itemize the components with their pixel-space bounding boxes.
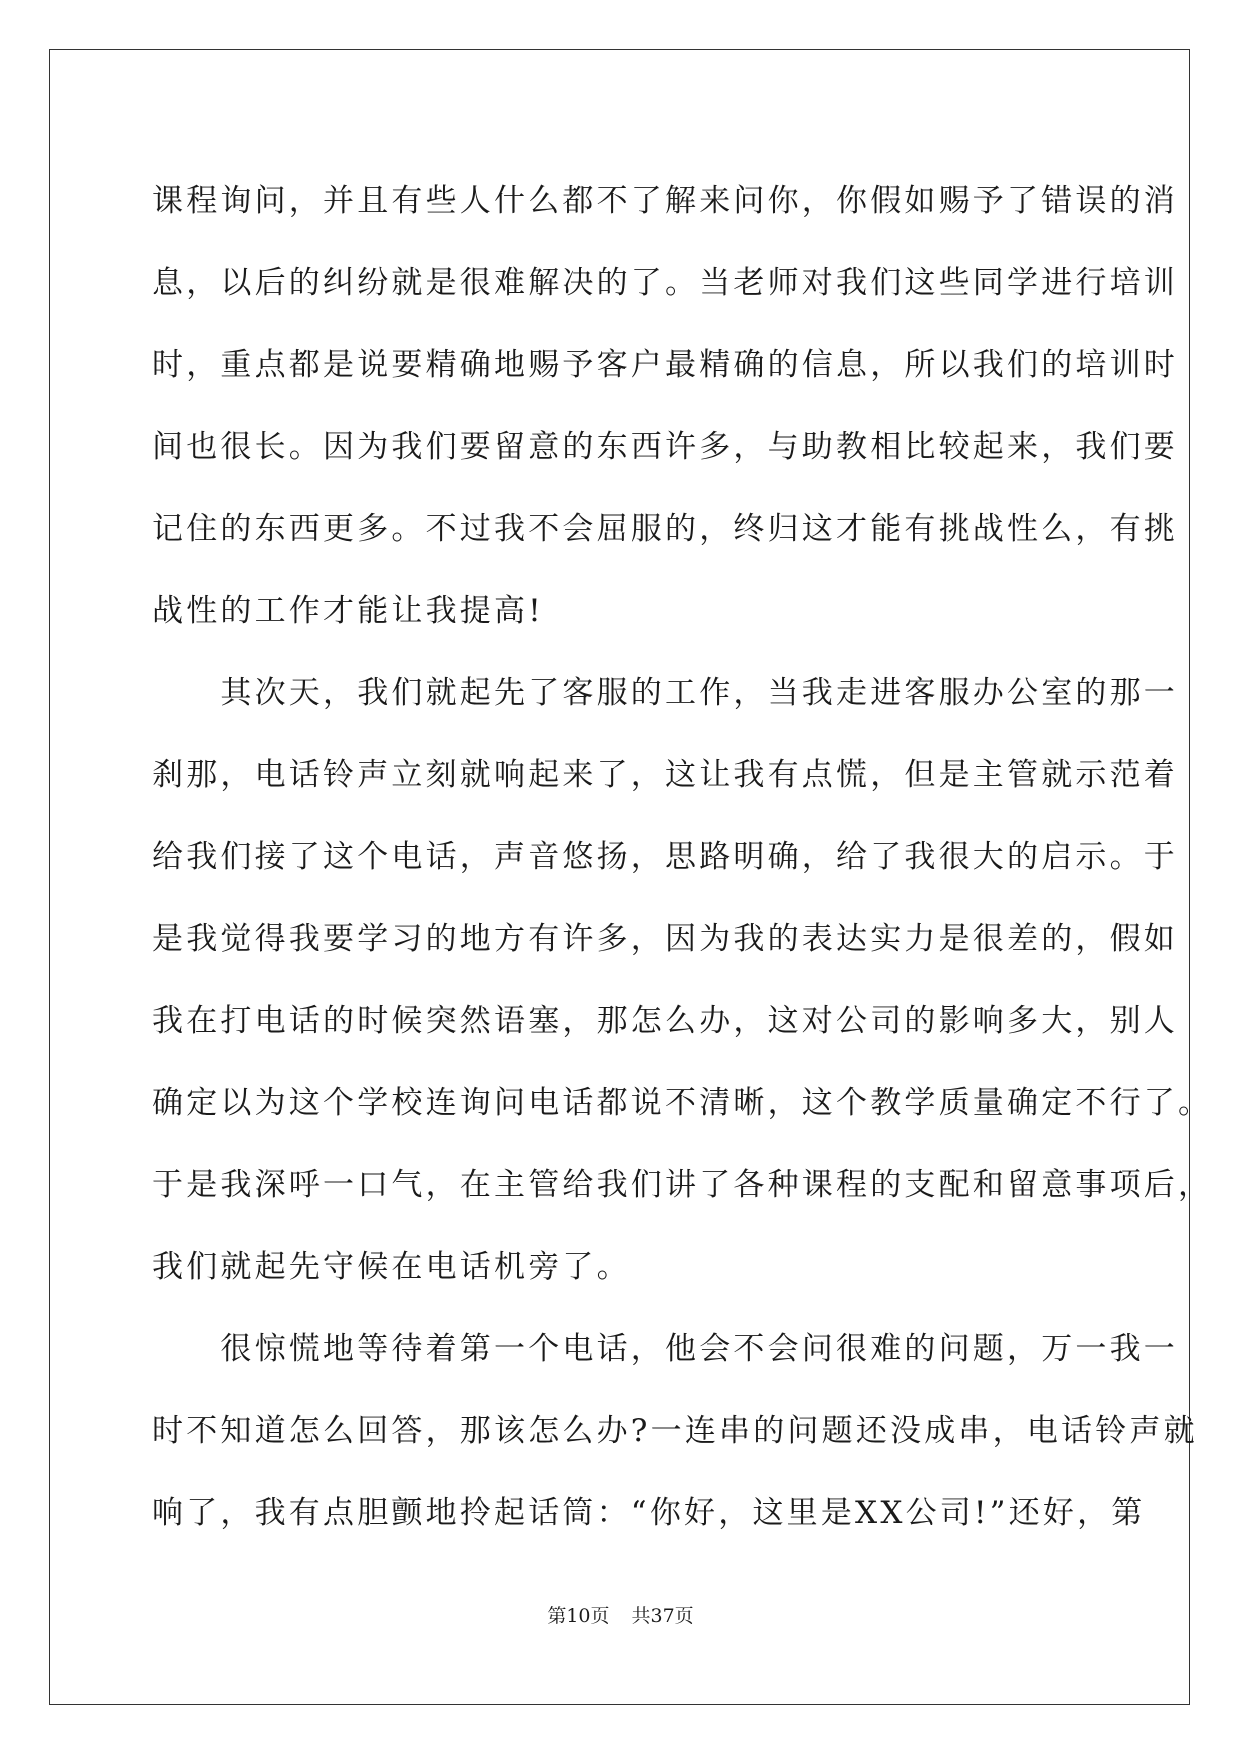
page-footer — [0, 1601, 1241, 1628]
text-line: 我们就起先守候在电话机旁了。 — [152, 1249, 631, 1285]
document-body — [152, 160, 1213, 1554]
text-line: 给我们接了这个电话，声音悠扬，思路明确，给了我很大的启示。于 — [152, 839, 1178, 875]
text-line: 间也很长。因为我们要留意的东西许多，与助教相比较起来，我们要 — [152, 429, 1178, 465]
text-line: 很惊慌地等待着第一个电话，他会不会问很难的问题，万一我一 — [152, 1331, 1178, 1367]
page-total: 共37页 — [631, 1605, 694, 1627]
text-line: 其次天，我们就起先了客服的工作，当我走进客服办公室的那一 — [152, 675, 1178, 711]
text-line: 确定以为这个学校连询问电话都说不清晰，这个教学质量确定不行了。 — [152, 1085, 1213, 1121]
text-line: 响了，我有点胆颤地拎起话筒：“你好，这里是XX公司!”还好，第 — [152, 1495, 1146, 1531]
text-line: 我在打电话的时候突然语塞，那怎么办，这对公司的影响多大，别人 — [152, 1003, 1178, 1039]
paragraph — [152, 160, 1178, 652]
paragraph — [152, 1308, 1198, 1554]
text-line: 刹那，电话铃声立刻就响起来了，这让我有点慌，但是主管就示范着 — [152, 757, 1178, 793]
text-line: 战性的工作才能让我提高! — [152, 593, 544, 629]
paragraph — [152, 652, 1213, 1308]
page-number: 第10页 — [547, 1605, 610, 1627]
text-line: 于是我深呼一口气，在主管给我们讲了各种课程的支配和留意事项后， — [152, 1167, 1213, 1203]
text-line: 课程询问，并且有些人什么都不了解来问你，你假如赐予了错误的消 — [152, 183, 1178, 219]
text-line: 时不知道怎么回答，那该怎么办?一连串的问题还没成串，电话铃声就 — [152, 1413, 1198, 1449]
text-line: 是我觉得我要学习的地方有许多，因为我的表达实力是很差的，假如 — [152, 921, 1178, 957]
text-line: 记住的东西更多。不过我不会屈服的，终归这才能有挑战性么，有挑 — [152, 511, 1178, 547]
text-line: 时，重点都是说要精确地赐予客户最精确的信息，所以我们的培训时 — [152, 347, 1178, 383]
text-line: 息，以后的纠纷就是很难解决的了。当老师对我们这些同学进行培训 — [152, 265, 1178, 301]
